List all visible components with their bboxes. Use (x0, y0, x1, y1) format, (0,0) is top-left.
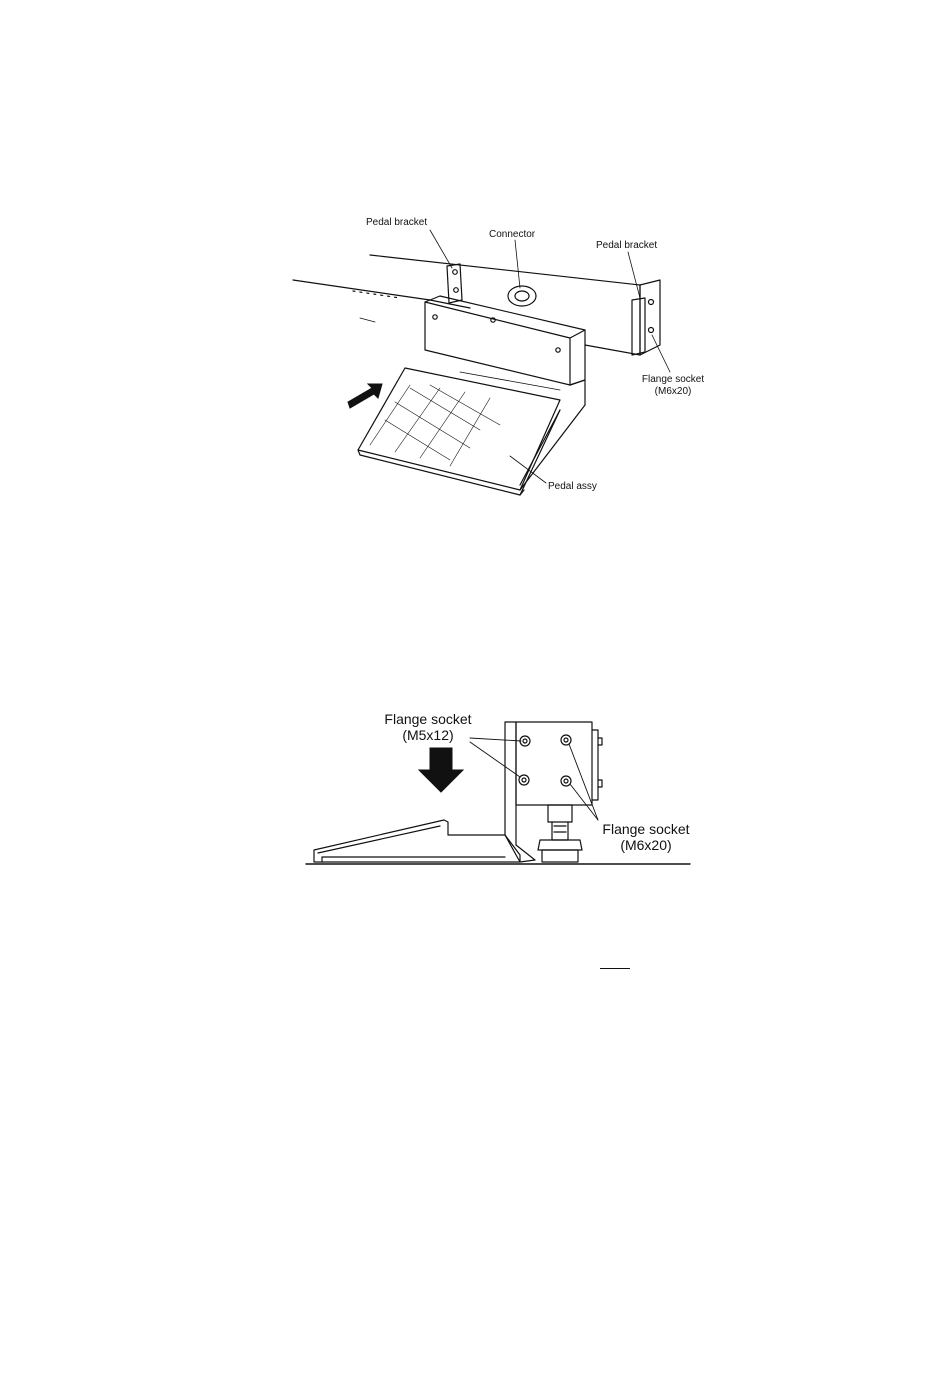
label-pedal-bracket-right: Pedal bracket (596, 240, 658, 251)
screw-m6-top (561, 735, 571, 745)
label-flange-socket-m6-side (596, 821, 696, 853)
flange-socket-size: (M6x20) (654, 385, 692, 397)
screw-m5-bottom (519, 775, 529, 785)
leader-m5-bottom (470, 742, 520, 777)
side-foot-plate (314, 820, 520, 862)
flange-socket-m6-name: Flange socket (602, 821, 690, 837)
label-flange-socket-m5 (378, 711, 478, 743)
leader-m6-top (569, 744, 598, 820)
leveling-foot (548, 805, 572, 822)
screw-m5-top (520, 736, 530, 746)
flange-socket-m5-size: (M5x12) (402, 727, 454, 744)
flange-socket-m5-name: Flange socket (384, 711, 472, 727)
underline-mark (600, 968, 630, 969)
label-pedal-bracket-left: Pedal bracket (366, 217, 428, 228)
label-connector: Connector (489, 229, 536, 240)
flange-socket-name: Flange socket (641, 374, 705, 385)
press-down-arrow-icon (419, 748, 463, 792)
flange-socket-m6-size: (M6x20) (620, 837, 672, 854)
mounting-block (516, 722, 592, 805)
leader-m6-bottom (570, 784, 598, 820)
label-pedal-assy: Pedal assy (548, 481, 597, 492)
screw-m6-bottom (561, 776, 571, 786)
